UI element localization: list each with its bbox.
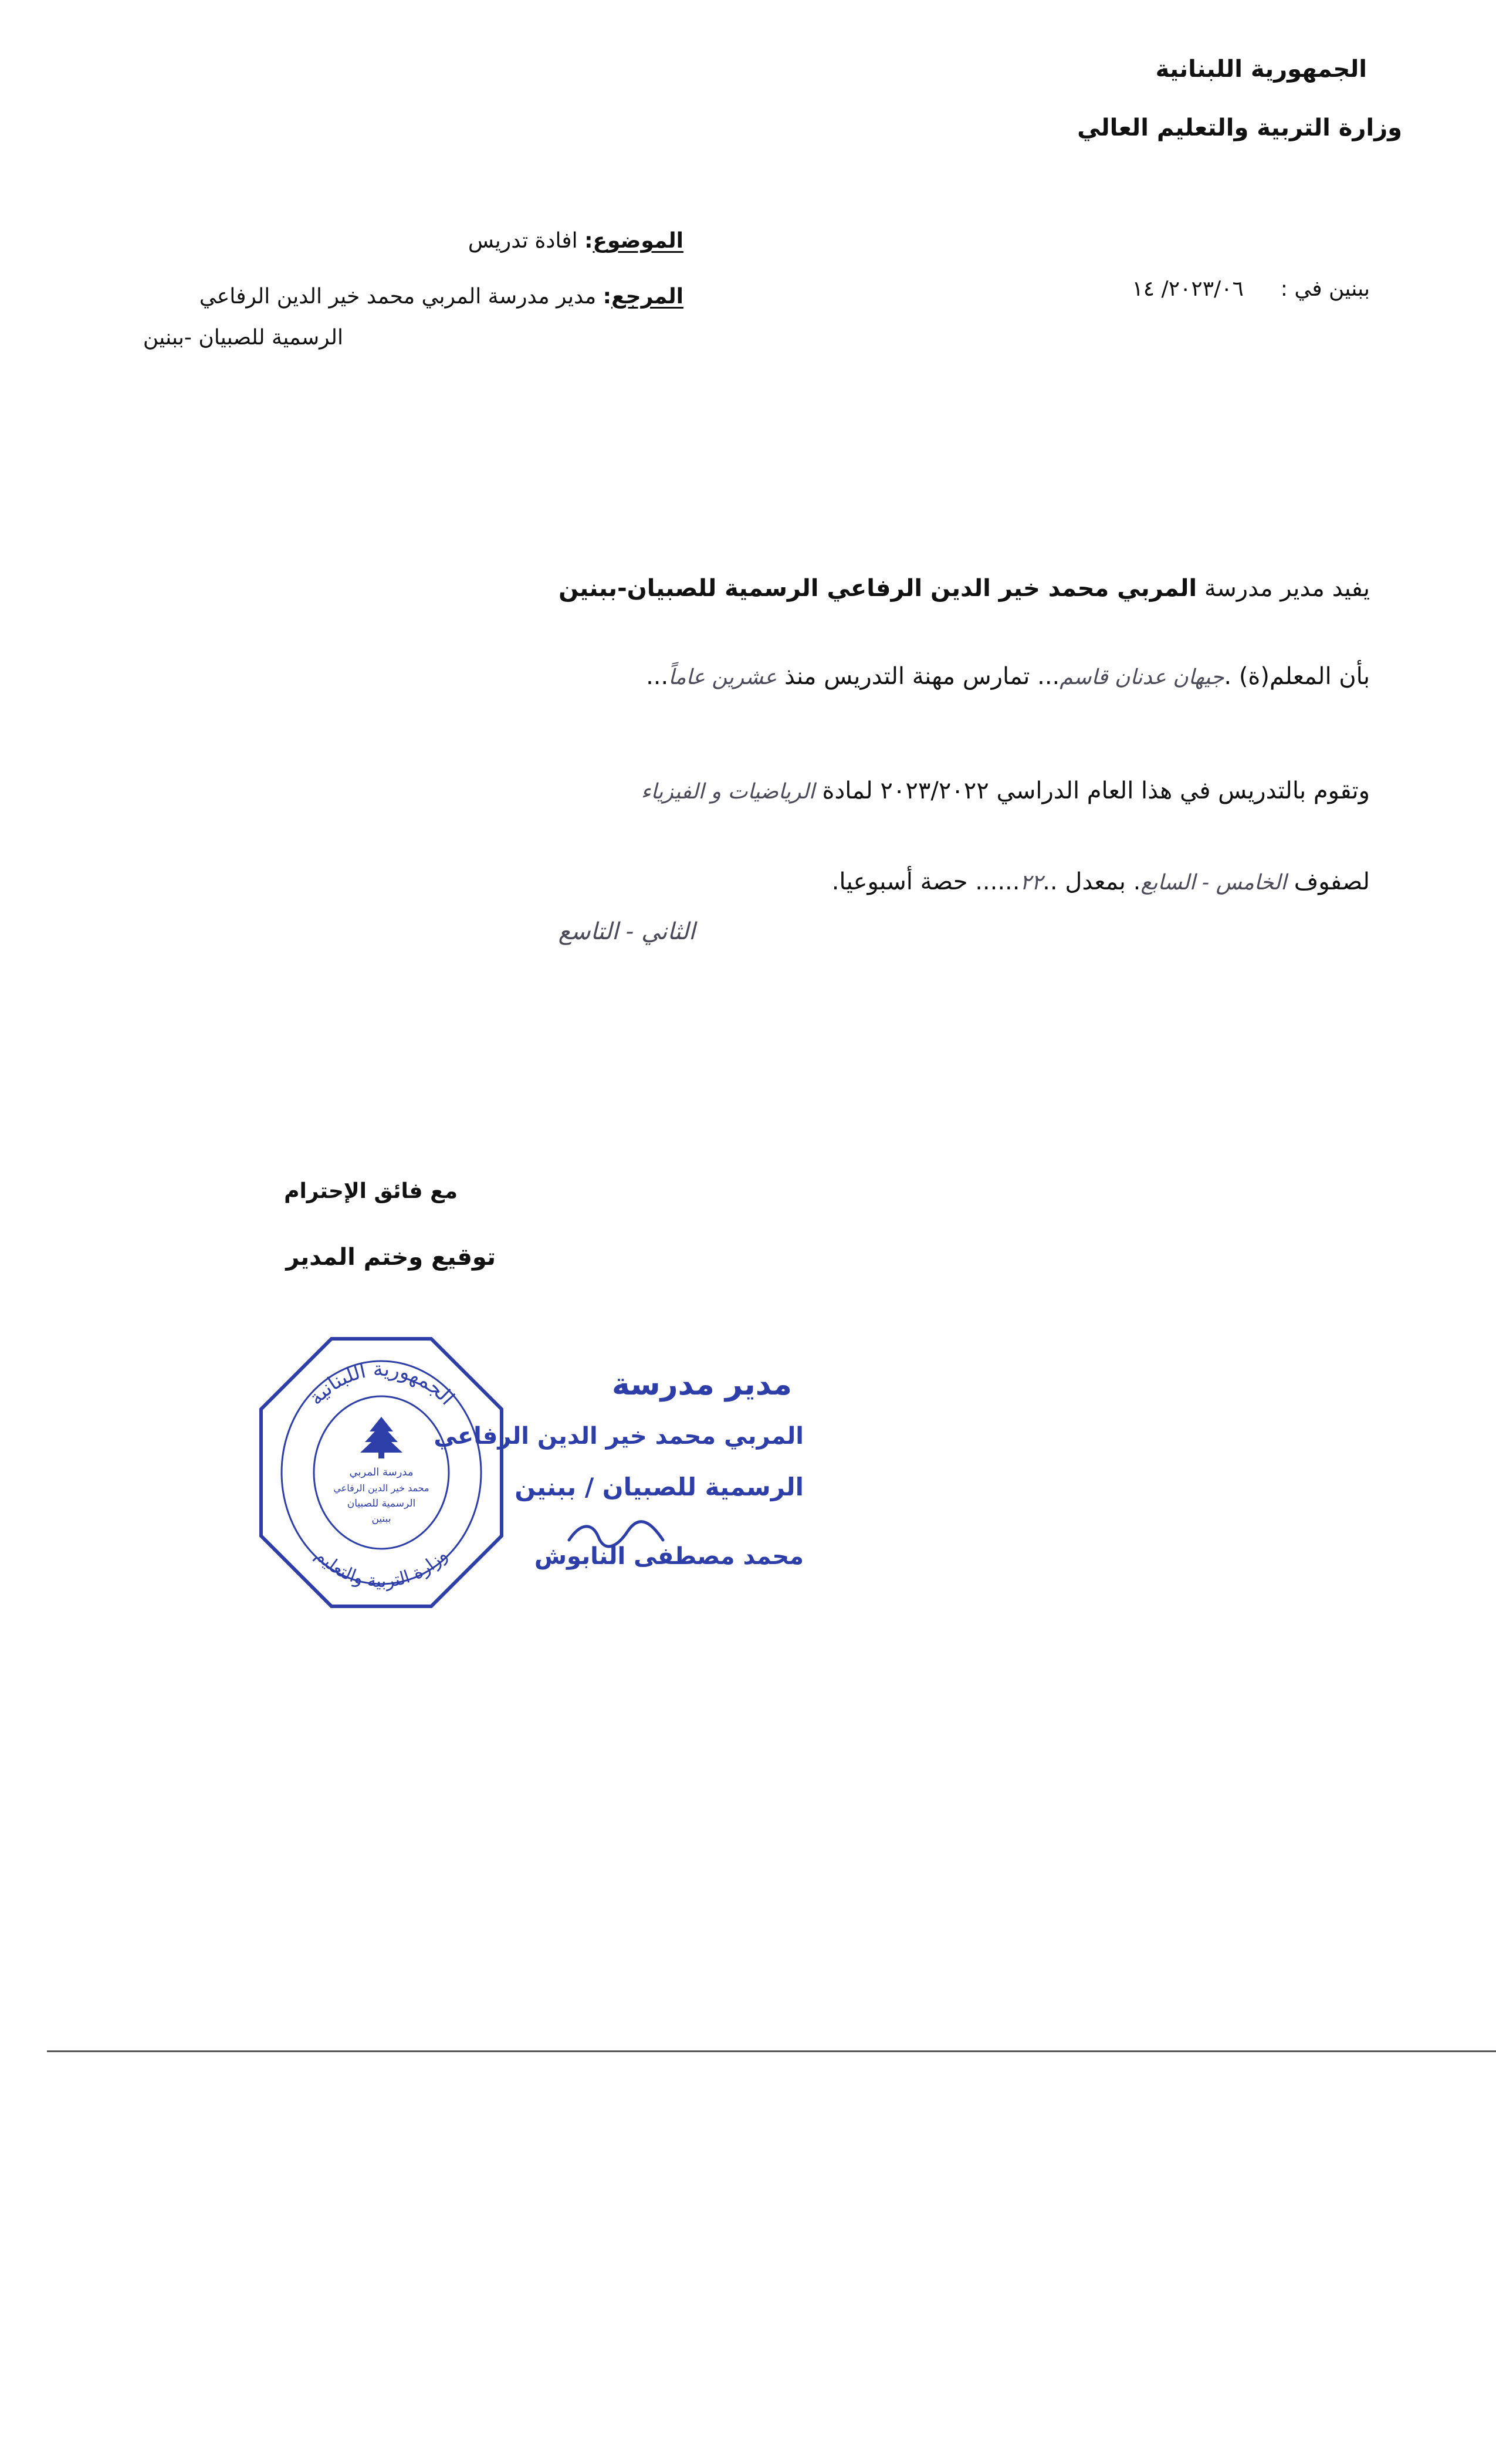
page-divider	[47, 2050, 1496, 2052]
cedar-tree-icon	[360, 1417, 402, 1458]
seal-inner-line-2: محمد خير الدين الرفاعي	[333, 1483, 429, 1494]
subject-label: الموضوع	[593, 229, 683, 253]
teaching-year-text: وتقوم بالتدريس في هذا العام الدراسي ٢٠٢٣/٢٠٢٢ لمادة	[822, 777, 1370, 804]
body-line-4: لصفوف الخامس - السابع. بمعدل ..٢٢...... حصة أسبوعيا.	[831, 868, 1370, 895]
seal-inner-line-4: ببنين	[371, 1513, 391, 1525]
classes-handwritten: الخامس - السابع	[1140, 871, 1287, 895]
subject-line: الموضوع: افادة تدريس	[468, 229, 683, 253]
reference-line1: مدير مدرسة المربي محمد خير الدين الرفاعي	[199, 285, 597, 309]
classes-label: لصفوف	[1294, 868, 1370, 895]
seal-inner-line-1: مدرسة المربي	[349, 1466, 414, 1478]
regards-text: مع فائق الإحترام	[284, 1179, 458, 1203]
seal-inner-line-3: الرسمية للصبيان	[347, 1498, 416, 1509]
stamp-name: محمد مصطفى النابوش	[534, 1543, 804, 1570]
classes-extra-handwritten: الثاني - التاسع	[558, 918, 695, 945]
subject-handwritten: الرياضيات و الفيزياء	[641, 780, 815, 804]
weekly-label: حصة أسبوعيا.	[831, 868, 968, 895]
subject-value: افادة تدريس	[468, 229, 578, 253]
stamp-line-2: الرسمية للصبيان / ببنين	[515, 1473, 804, 1501]
hours-handwritten: ٢٢	[1020, 871, 1043, 895]
reference-line: المرجع: مدير مدرسة المربي محمد خير الدين الرفاعي	[199, 285, 683, 309]
ministry-heading: وزارة التربية والتعليم العالي	[1077, 114, 1402, 141]
body-line-1	[559, 575, 1370, 602]
seal-outer-top-text: الجمهورية اللبنانية	[304, 1357, 459, 1410]
stamp-line-1: المربي محمد خير الدين الرفاعي	[434, 1423, 804, 1450]
school-name: المربي محمد خير الدين الرفاعي الرسمية للصبيان-ببنين	[559, 575, 1197, 602]
official-seal	[252, 1332, 510, 1613]
date-label: ببنين في :	[1280, 277, 1370, 301]
body-line-3	[641, 777, 1370, 804]
reference-label: المرجع	[611, 285, 683, 309]
reference-line2: الرسمية للصبيان -ببنين	[143, 326, 343, 350]
teacher-label: بأن المعلم(ة)	[1238, 663, 1370, 690]
signature-label: توقيع وختم المدير	[286, 1244, 496, 1271]
since-handwritten: عشرين عاماً	[668, 665, 777, 689]
rate-label: بمعدل	[1065, 868, 1126, 895]
country-heading: الجمهورية اللبنانية	[1155, 56, 1367, 83]
seal-outer-bottom-text: وزارة التربية والتعليم	[311, 1545, 452, 1592]
date-value: ٢٠٢٣/٠٦/ ١٤	[1132, 277, 1244, 301]
body-line-2: بأن المعلم(ة) .جيهان عدنان قاسم... تمارس مهنة التدريس منذ عشرين عاماً...	[646, 663, 1370, 690]
date-line	[1132, 277, 1370, 301]
teacher-name-handwritten: جيهان عدنان قاسم	[1060, 665, 1224, 689]
body-line1-prefix: يفيد مدير مدرسة	[1204, 575, 1370, 602]
profession-since-label: تمارس مهنة التدريس منذ	[784, 663, 1030, 690]
stamp-title: مدير مدرسة	[611, 1367, 792, 1402]
